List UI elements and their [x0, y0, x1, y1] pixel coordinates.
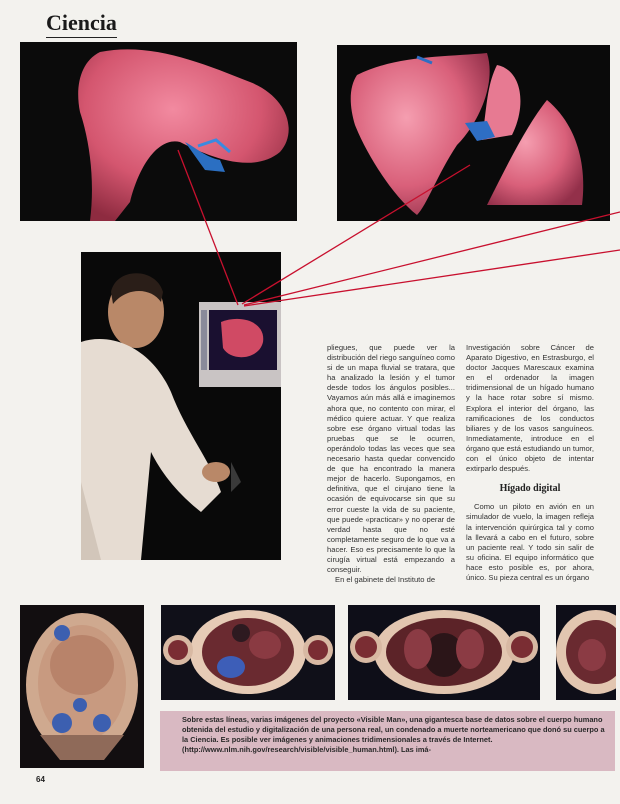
page-number: 64	[36, 775, 45, 784]
chest-cross-section-photo-1	[161, 605, 335, 700]
article-column-2	[466, 343, 594, 609]
section-title: Ciencia	[46, 10, 117, 38]
surgeon-at-computer-photo	[81, 252, 281, 560]
liver-render-photo-left	[20, 42, 297, 221]
article-subheading: Hígado digital	[499, 483, 561, 495]
liver-render-photo-right	[337, 45, 610, 221]
chest-cross-section-photo-3	[556, 605, 616, 700]
head-cross-section-photo	[20, 605, 144, 768]
article-paragraph: En el gabinete del Instituto de	[335, 575, 436, 585]
chest-cross-section-photo-2	[348, 605, 540, 700]
article-paragraph: Como un piloto en avión en un simulador de vuelo, la imagen refleja la intervención quirúrgica tal y como la llevará a cabo en el futuro, sobre un paciente real. Y todo sin salir de su oficina. El equipo informático que hace esto posible es, por ahora, único. Su pieza central es un órgano	[466, 502, 594, 582]
image-caption: Sobre estas líneas, varias imágenes del proyecto «Visible Man», una gigantesca base de datos sobre el cuerpo humano obtenida del estudio y digitalización de una persona real, un condenado a muerte norteamericano que donó su cuerpo a la Ciencia. Es posible ver imágenes y animaciones tridimensionales a través de Internet. (http://www.nlm.nih.gov/research/visible/visible_human.html). Las imá-	[160, 711, 615, 771]
article-column-1	[327, 343, 455, 609]
article-paragraph: Investigación sobre Cáncer de Aparato Digestivo, en Estrasburgo, el doctor Jacques Marescaux examina en el ordenador la imagen tridimensional de un hígado humano y la hace rotar sobre sí mismo. Explora el interior del órgano, las ramificaciones de los conductos biliares y de los vasos sanguíneos. Inmediatamente, introduce en el órgano que está estudiando un tumor, con el único objeto de intentar extirparlo después.	[466, 343, 594, 474]
article-paragraph: pliegues, que puede ver la distribución del riego sanguíneo como si de un mapa fluvial se tratara, que ha analizado la lesión y el tumor desde todos los ángulos posibles... Vayamos aún más allá e imaginemos ahora que, no contento con mirar, el médico quiere actuar. Y que realiza sobre ese órgano virtual todas las pruebas que se le ocurren, operándolo todas las veces que sea necesario hasta quedar convencido de que ha encontrado la manera mejor de hacerlo. Supongamos, en definitiva, que el cirujano tiene la ocasión de equivocarse sin que su error cueste la vida de su paciente, que puede «practicar» y no operar de verdad hasta que no esté completamente seguro de lo que va a hacer. Eso es precisamente lo que la cirugía virtual está empezando a conseguir.	[327, 343, 455, 575]
